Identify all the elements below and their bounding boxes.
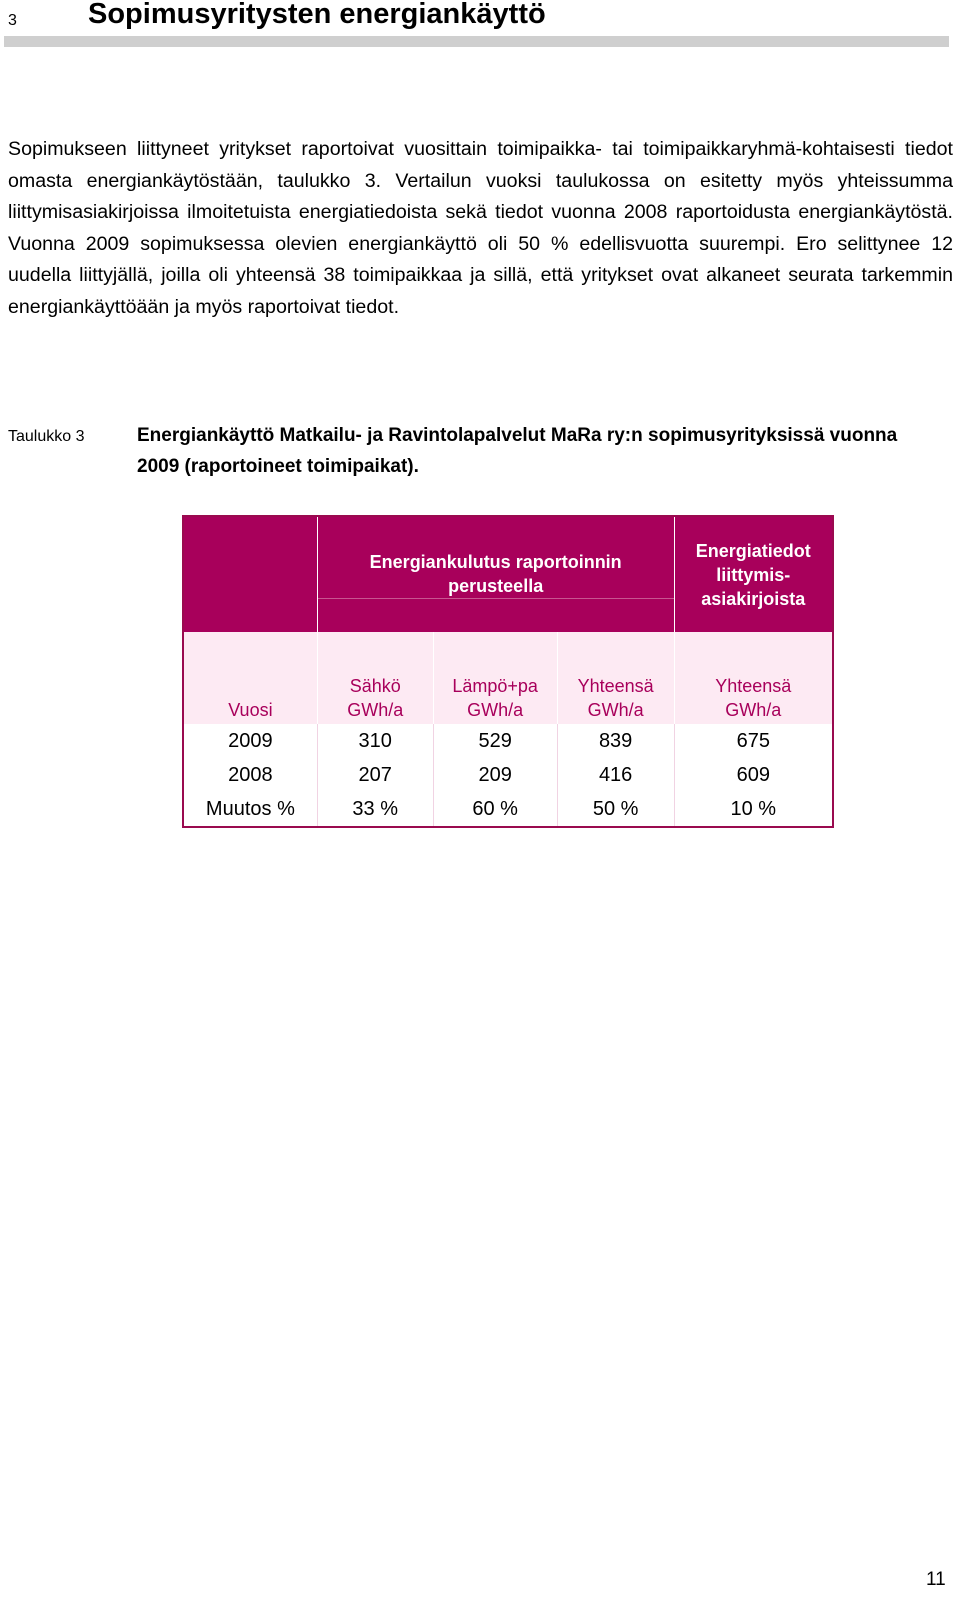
table-cell: 529	[433, 724, 557, 758]
column-header-total-documents: Yhteensä GWh/a	[674, 632, 833, 724]
table-cell: 416	[557, 758, 674, 792]
body-paragraph: Sopimukseen liittyneet yritykset raportoivat vuosittain toimipaikka- tai toimipaikkaryhmä-kohtaisesti tiedot omasta energiankäytöstään, taulukko 3. Vertailun vuoksi taulukossa on esitetty myös yhteissumma liittymisasiakirjoissa ilmoitetuista energiatiedoista sekä tiedot vuonna 2008 raportoidusta energiankäytöstä. Vuonna 2009 sopimuksessa olevien energiankäyttö oli 50 % edellisvuotta suurempi. Ero selittynee 12 uudella liittyjällä, joilla oli yhteensä 38 toimipaikkaa ja sillä, että yritykset ovat alkaneet seurata tarkemmin energiankäyttöään ja myös raportoivat tiedot.	[8, 138, 953, 318]
column-header-total-reported: Yhteensä GWh/a	[557, 632, 674, 724]
table-cell: 609	[674, 758, 833, 792]
table-column-header-row	[183, 632, 833, 724]
table-group-header-row	[183, 516, 833, 632]
table-caption-label: Taulukko 3	[8, 428, 85, 445]
table-cell: 2008	[228, 763, 273, 786]
table-caption-text: Energiankäyttö Matkailu- ja Ravintolapalvelut MaRa ry:n sopimusyrityksissä vuonna 2009 (raportoineet toimipaikat).	[137, 425, 898, 477]
table-row	[183, 724, 833, 758]
table-cell: 675	[674, 724, 833, 758]
table-row	[183, 792, 833, 827]
table-cell: 50 %	[557, 792, 674, 827]
section-number: 3	[8, 12, 17, 29]
table-cell: 209	[433, 758, 557, 792]
column-header-year: Vuosi	[183, 632, 317, 724]
table-cell: 60 %	[433, 792, 557, 827]
table-cell: 839	[557, 724, 674, 758]
section-title: Sopimusyritysten energiankäyttö	[88, 0, 546, 30]
column-header-heat: Lämpö+pa GWh/a	[433, 632, 557, 724]
table-cell: 310	[317, 724, 433, 758]
title-rule	[4, 36, 949, 47]
page-number: 11	[926, 1569, 946, 1590]
group-header-reported	[317, 516, 674, 632]
table-cell: 10 %	[674, 792, 833, 827]
table-cell: 2009	[228, 729, 273, 752]
energy-table	[182, 515, 834, 828]
table-cell: 207	[317, 758, 433, 792]
table-cell: Muutos %	[205, 797, 295, 820]
table-corner-cell	[183, 516, 317, 632]
column-header-electricity: Sähkö GWh/a	[317, 632, 433, 724]
table-row	[183, 758, 833, 792]
group-header-reported-label: Energiankulutus raportoinnin perusteella	[318, 550, 674, 599]
table-cell: 33 %	[317, 792, 433, 827]
group-header-documents: Energiatiedot liittymis-asiakirjoista	[674, 516, 833, 632]
